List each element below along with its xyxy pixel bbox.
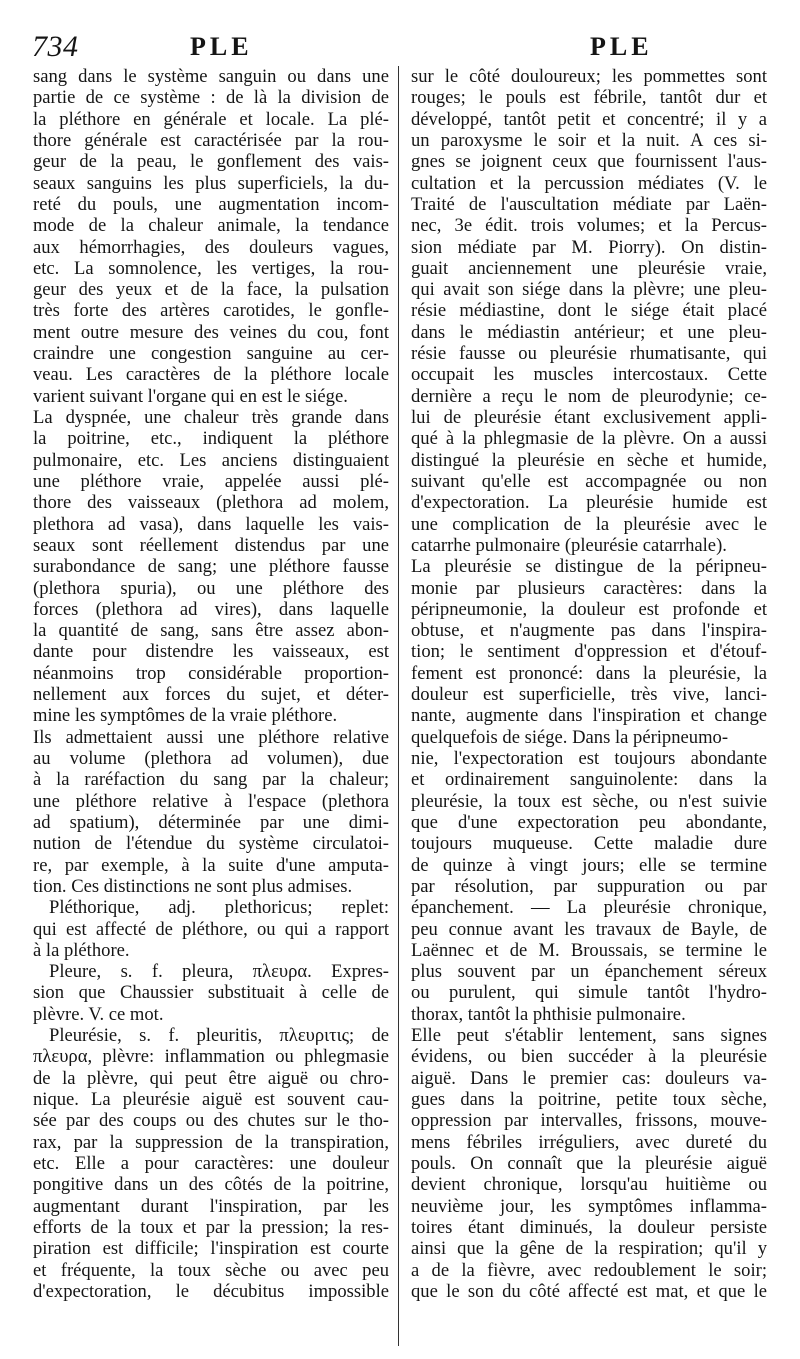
text-line: pouls. On connaît que la pleurésie aiguë: [411, 1152, 767, 1174]
text-line: augmentant durant l'inspiration, par les: [33, 1195, 389, 1217]
text-line: cultation et la percussion médiates (V. le: [411, 172, 767, 194]
text-line: d'expectoration. La pleurésie humide est: [411, 492, 767, 514]
text-line: aiguë. Dans le premier cas: douleurs va-: [411, 1067, 767, 1089]
text-line: La dyspnée, une chaleur très grande dans: [33, 407, 389, 428]
text-line: pongitive dans un des côtés de la poitrine,: [33, 1174, 389, 1196]
text-line: la poitrine, etc., indiquent la pléthore: [33, 428, 389, 450]
text-line: dante pour distendre les vaisseaux, est: [33, 641, 389, 663]
text-line: que d'une expectoration peu abondante,: [411, 811, 767, 833]
text-line: plethora ad vasa), dans laquelle les vais-: [33, 513, 389, 535]
text-line: tion. Ces distinctions ne sont plus admises.: [33, 875, 353, 897]
text-line: (plethora spuria), ou une pléthore des: [33, 577, 389, 599]
text-line: Pléthorique, adj. plethoricus; replet:: [49, 897, 389, 919]
text-line: craindre une congestion sanguine au cer-: [33, 343, 389, 365]
text-line: mine les symptômes de la vraie pléthore.: [33, 705, 338, 727]
text-line: guait anciennement une pleurésie vraie,: [411, 257, 767, 279]
text-line: veau. Les caractères de la pléthore locale: [33, 364, 389, 386]
text-line: toires étant diminués, la douleur persiste: [411, 1216, 767, 1238]
column-divider: [398, 66, 399, 1346]
text-line: plus souvent par un épanchement séreux: [411, 961, 767, 983]
text-line: ou purulent, qui simule tantôt l'hydro-: [411, 982, 767, 1004]
text-line: pulmonaire, etc. Les anciens distinguaient: [33, 449, 389, 471]
text-line: quelquefois de siége. Dans la péripneumo-: [411, 726, 729, 748]
text-line: rouges; le pouls est fébrile, tantôt dur et: [411, 87, 767, 109]
text-line: partie de ce système : de là la division de: [33, 87, 389, 109]
text-line: devient chronique, lorsqu'au huitième ou: [411, 1174, 767, 1196]
text-line: mode de la chaleur animale, la tendance: [33, 215, 389, 237]
text-line: Pleure, s. f. pleura, πλευρα. Expres-: [49, 961, 389, 983]
text-line: neuvième jour, les symptômes inflamma-: [411, 1195, 767, 1217]
text-line: gnes se joignent ceux que fournissent l'aus-: [411, 151, 767, 173]
text-line: évidens, ou bien succéder à la pleurésie: [411, 1046, 767, 1068]
text-line: a de la fièvre, avec redoublement le soir;: [411, 1259, 767, 1281]
text-line: développé, tantôt petit et concentré; il y a: [411, 108, 767, 130]
text-line: oppression par intervalles, frissons, mouve-: [411, 1110, 767, 1132]
text-line: d'expectoration, le décubitus impossible: [33, 1280, 389, 1302]
text-line: ainsi que la gêne de la respiration; qu'il y: [411, 1238, 767, 1260]
text-line: par résolution, par suppuration ou par: [411, 875, 767, 897]
text-line: néanmoins trop considérable proportion-: [33, 662, 389, 684]
text-line: de quinze à vingt jours; elle se termine: [411, 854, 767, 876]
text-line: Pleurésie, s. f. pleuritis, πλευριτις; de: [49, 1025, 389, 1047]
text-line: πλευρα, plèvre: inflammation ou phlegmasie: [33, 1046, 389, 1068]
text-line: tion; le sentiment d'oppression et d'étouf-: [411, 641, 767, 663]
text-line: thore des vaisseaux (plethora ad molem,: [33, 492, 389, 514]
text-line: mens fébriles irréguliers, avec dureté du: [411, 1131, 767, 1153]
text-line: ad spatium), déterminée par une dimi-: [33, 811, 389, 833]
left-column: [33, 66, 389, 1348]
text-line: qué à la phlegmasie de la plèvre. On a aussi: [411, 428, 767, 450]
text-line: varient suivant l'organe qui en est le siége.: [33, 385, 348, 407]
text-line: plèvre. V. ce mot.: [33, 1003, 164, 1025]
text-line: péripneumonie, la douleur est profonde et: [411, 598, 767, 620]
text-line: et fréquente, la toux sèche ou avec peu: [33, 1259, 389, 1281]
text-line: la quantité de sang, sans être assez abon-: [33, 620, 389, 642]
text-line: obtuse, et n'augmente pas dans l'inspira-: [411, 620, 767, 642]
text-line: dans le médiastin antérieur; et une pleu-: [411, 321, 767, 343]
text-line: que le son du côté affecté est mat, et que le: [411, 1280, 767, 1302]
text-line: toujours muqueuse. Cette maladie dure: [411, 833, 767, 855]
text-line: nante, augmente dans l'inspiration et change: [411, 705, 767, 727]
text-line: geur des yeux et de la face, la pulsation: [33, 279, 389, 301]
text-line: et ordinairement sanguinolente: dans la: [411, 769, 767, 791]
text-line: catarrhe pulmonaire (pleurésie catarrhale).: [411, 534, 727, 556]
text-line: La pleurésie se distingue de la péripneu-: [411, 556, 767, 578]
text-line: Elle peut s'établir lentement, sans signes: [411, 1025, 767, 1047]
text-line: nie, l'expectoration est toujours abondante: [411, 748, 767, 769]
text-line: douleur est superficielle, très vive, lanci-: [411, 684, 767, 706]
running-head-left: PLE: [190, 32, 253, 61]
text-line: ment outre mesure des veines du cou, font: [33, 321, 389, 343]
text-line: piration est difficile; l'inspiration est courte: [33, 1238, 389, 1260]
text-line: épanchement. — La pleurésie chronique,: [411, 897, 767, 919]
right-column: [411, 66, 767, 1348]
text-line: occupait les muscles intercostaux. Cette: [411, 364, 767, 386]
text-line: qui avait son siége dans la plèvre; une pleu-: [411, 279, 767, 301]
text-line: qui est affecté de pléthore, ou qui a rapport: [33, 918, 389, 940]
text-line: geur de la peau, le gonflement des vais-: [33, 151, 389, 173]
text-line: aux hémorrhagies, des douleurs vagues,: [33, 236, 389, 258]
text-line: gues dans la poitrine, petite toux sèche,: [411, 1089, 767, 1110]
text-line: à la raréfaction du sang par la chaleur;: [33, 769, 389, 791]
text-line: etc. La somnolence, les vertiges, la rou-: [33, 257, 389, 279]
text-line: surabondance de sang; une pléthore fausse: [33, 556, 389, 578]
text-line: un paroxysme le soir et la nuit. A ces si-: [411, 129, 767, 151]
text-line: sée par des coups ou des chutes sur le tho-: [33, 1110, 389, 1132]
text-line: nution de l'étendue du système circulatoi-: [33, 833, 389, 855]
text-line: reté du pouls, une augmentation incom-: [33, 193, 389, 215]
text-line: sion médiate par M. Piorry). On distin-: [411, 236, 767, 258]
text-line: thorax, tantôt la phthisie pulmonaire.: [411, 1003, 686, 1025]
page-header: [30, 28, 770, 70]
text-line: Laënnec et de M. Broussais, se termine le: [411, 939, 767, 961]
text-line: nique. La pleurésie aiguë est souvent cau-: [33, 1089, 389, 1110]
text-line: une pléthore vraie, appelée aussi plé-: [33, 470, 389, 492]
text-line: suivant qu'elle est accompagnée ou non: [411, 470, 767, 492]
text-line: fement est prononcé: dans la pleurésie, la: [411, 662, 767, 684]
text-line: de la plèvre, qui peut être aiguë ou chro-: [33, 1067, 389, 1089]
text-line: sion que Chaussier substituait à celle de: [33, 982, 389, 1004]
text-line: seaux sanguins les plus superficiels, la du-: [33, 172, 389, 194]
text-line: monie par plusieurs caractères: dans la: [411, 577, 767, 599]
page-number: 734: [32, 30, 79, 63]
text-line: une pléthore relative à l'espace (plethora: [33, 790, 389, 812]
text-line: seaux sont réellement distendus par une: [33, 534, 389, 556]
text-line: sang dans le système sanguin ou dans une: [33, 66, 389, 87]
text-line: efforts de la toux et par la pression; la res-: [33, 1216, 389, 1238]
text-line: lui de pleurésie étant exclusivement appli-: [411, 407, 767, 428]
text-line: très forte des artères carotides, le gonfle-: [33, 300, 389, 322]
text-line: forces (plethora ad vires), dans laquelle: [33, 598, 389, 620]
text-line: une complication de la pleurésie avec le: [411, 513, 767, 535]
text-line: sur le côté douloureux; les pommettes sont: [411, 66, 767, 87]
running-head-right: PLE: [590, 32, 653, 61]
text-line: nellement aux forces du sujet, et déter-: [33, 684, 389, 706]
text-line: la pléthore en générale et locale. La plé-: [33, 108, 389, 130]
text-line: au volume (plethora ad volumen), due: [33, 748, 389, 769]
text-line: résie fausse ou pleurésie rhumatisante, qui: [411, 343, 767, 365]
text-line: re, par exemple, à la suite d'une amputa-: [33, 854, 389, 876]
text-line: à la pléthore.: [33, 939, 130, 961]
text-line: Traité de l'auscultation médiate par Laën-: [411, 193, 767, 215]
text-line: dernière a reçu le nom de pleurodynie; ce-: [411, 385, 767, 407]
text-line: résie médiastine, dont le siége était placé: [411, 300, 767, 322]
text-line: etc. Elle a pour caractères: une douleur: [33, 1152, 389, 1174]
text-line: peu connue avant les travaux de Bayle, de: [411, 918, 767, 940]
text-line: pleurésie, la toux est sèche, ou n'est suivie: [411, 790, 767, 812]
text-line: thore générale est caractérisée par la rou-: [33, 129, 389, 151]
text-line: Ils admettaient aussi une pléthore relative: [33, 726, 389, 748]
text-line: nec, 3e édit. trois volumes; et la Percus-: [411, 215, 767, 237]
text-line: rax, par la suppression de la transpiration,: [33, 1131, 389, 1153]
text-line: distingué la pleurésie en sèche et humide,: [411, 449, 767, 471]
